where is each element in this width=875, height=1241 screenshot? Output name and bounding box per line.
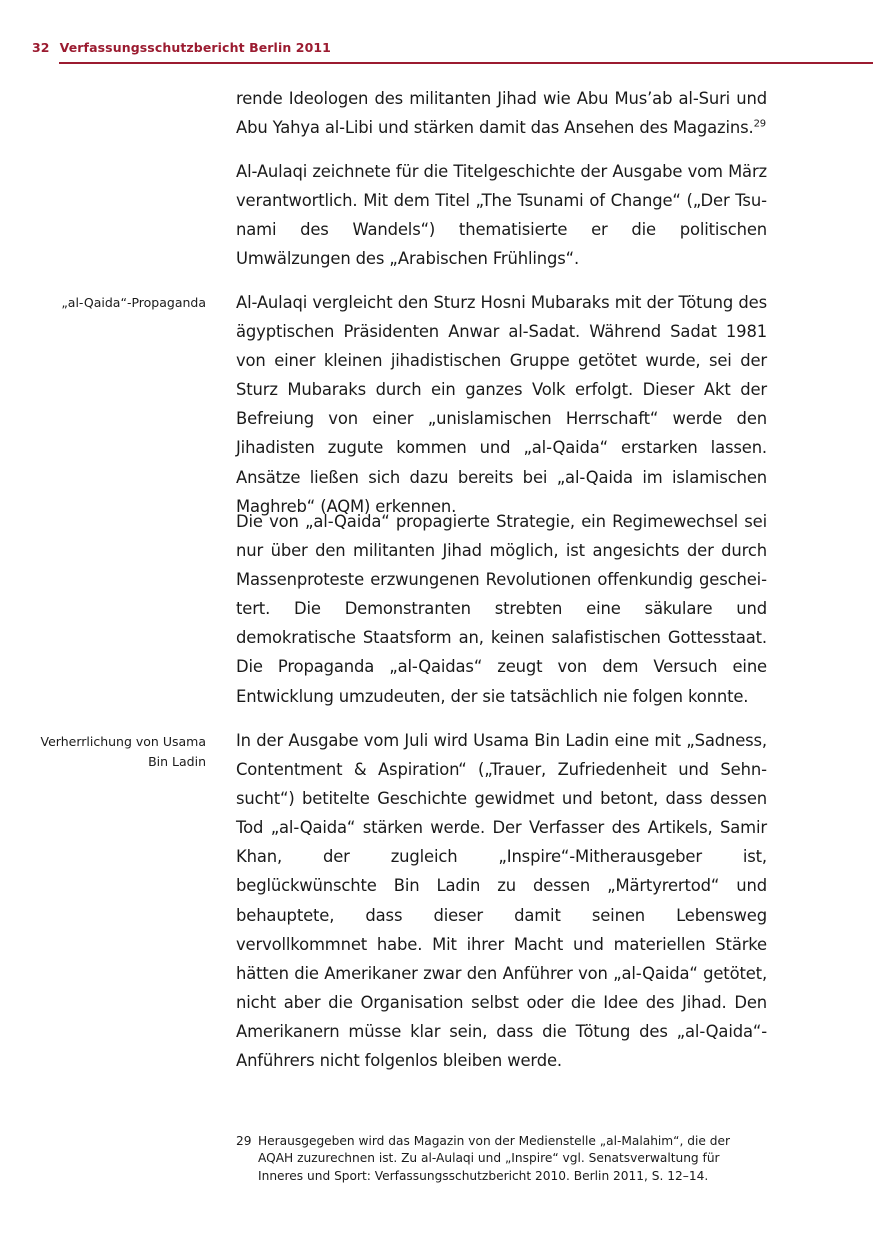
paragraph-1 [236, 84, 767, 142]
header-line [32, 40, 873, 55]
paragraph-1-text: rende Ideologen des militanten Jihad wie Abu Mus’ab al-Suri und Abu Yahya al-Libi und stärken damit das Ansehen des Magazins. [236, 89, 767, 138]
paragraph-4: Die von „al-Qaida“ propagierte Strategie, ein Regimewechsel sei nur über den militanten Jihad möglich, ist angesichts der durch Massenproteste erzwungenen Revolutionen offenkundig gescheitert. Die Demonstranten strebten eine säkulare und demokratische Staatsform an, keinen salafistischen Gottesstaat. Die Propaganda „al-Qaidas“ zeugt von dem Versuch eine Entwicklung umzudeuten, der sie tatsächlich nie folgen konnte. [236, 512, 767, 706]
paragraph-2: Al-Aulaqi zeichnete für die Titelgeschichte der Ausgabe vom März verantwortlich. Mit dem Titel „The Tsunami of Change“ („Der Tsunami des Wandels“) thematisierte er die politischen Umwälzungen des „Arabischen Frühlings“. [236, 162, 767, 269]
footnote-text: Herausgegeben wird das Magazin von der Medienstelle „al-Malahim“, die der AQAH zuzurechnen ist. Zu al-Aulaqi und „Inspire“ vgl. Senatsverwaltung für Inneres und Sport: Verfassungsschutzbericht 2010. Berlin 2011, S. 12–14. [258, 1134, 730, 1183]
footnote [236, 1133, 767, 1185]
page-number: 32 [32, 40, 50, 55]
footnote-reference: 29 [753, 118, 767, 130]
paragraph-3: Al-Aulaqi vergleicht den Sturz Hosni Mubaraks mit der Tötung des ägyptischen Präsidenten Anwar al-Sadat. Während Sadat 1981 von einer kleinen jihadistischen Gruppe getötet wurde, sei der Sturz Mubaraks durch ein ganzes Volk erfolgt. Dieser Akt der Befreiung von einer „unislamischen Herrschaft“ werde den Jihadisten zugute kommen und „al-Qaida“ erstarken lassen. Ansätze ließen sich dazu bereits bei „al-Qaida im islamischen Maghreb“ (AQM) erkennen. [236, 293, 767, 516]
header-rule [59, 62, 873, 64]
margin-note-propaganda: „al-Qaida“-Propaganda [61, 295, 206, 310]
header-title: Verfassungsschutzbericht Berlin 2011 [59, 40, 331, 55]
page-header [32, 40, 873, 55]
footnote-number: 29 [236, 1134, 252, 1148]
paragraph-5: In der Ausgabe vom Juli wird Usama Bin Ladin eine mit „Sadness, Contentment & Aspiration“ („Trauer, Zufriedenheit und Sehnsucht“) betitelte Geschichte gewidmet und betont, dass dessen Tod „al-Qaida“ stärken werde. Der Verfasser des Artikels, Samir Khan, der zugleich „Inspire“-Mitherausgeber ist, beglückwünschte Bin Ladin zu dessen „Märtyrertod“ und behauptete, dass dieser damit seinen Lebensweg vervollkommnet habe. Mit ihrer Macht und materiellen Stärke hätten die Amerikaner zwar den Anführer von „al-Qaida“ getötet, nicht aber die Organisation selbst oder die Idee des Jihad. Den Amerikanern müsse klar sein, dass die Tötung des „al-Qaida“-Anführers nicht folgenlos bleiben werde. [236, 731, 767, 1071]
margin-note-bin-ladin: Verherrlichung von Usama Bin Ladin [40, 734, 206, 769]
